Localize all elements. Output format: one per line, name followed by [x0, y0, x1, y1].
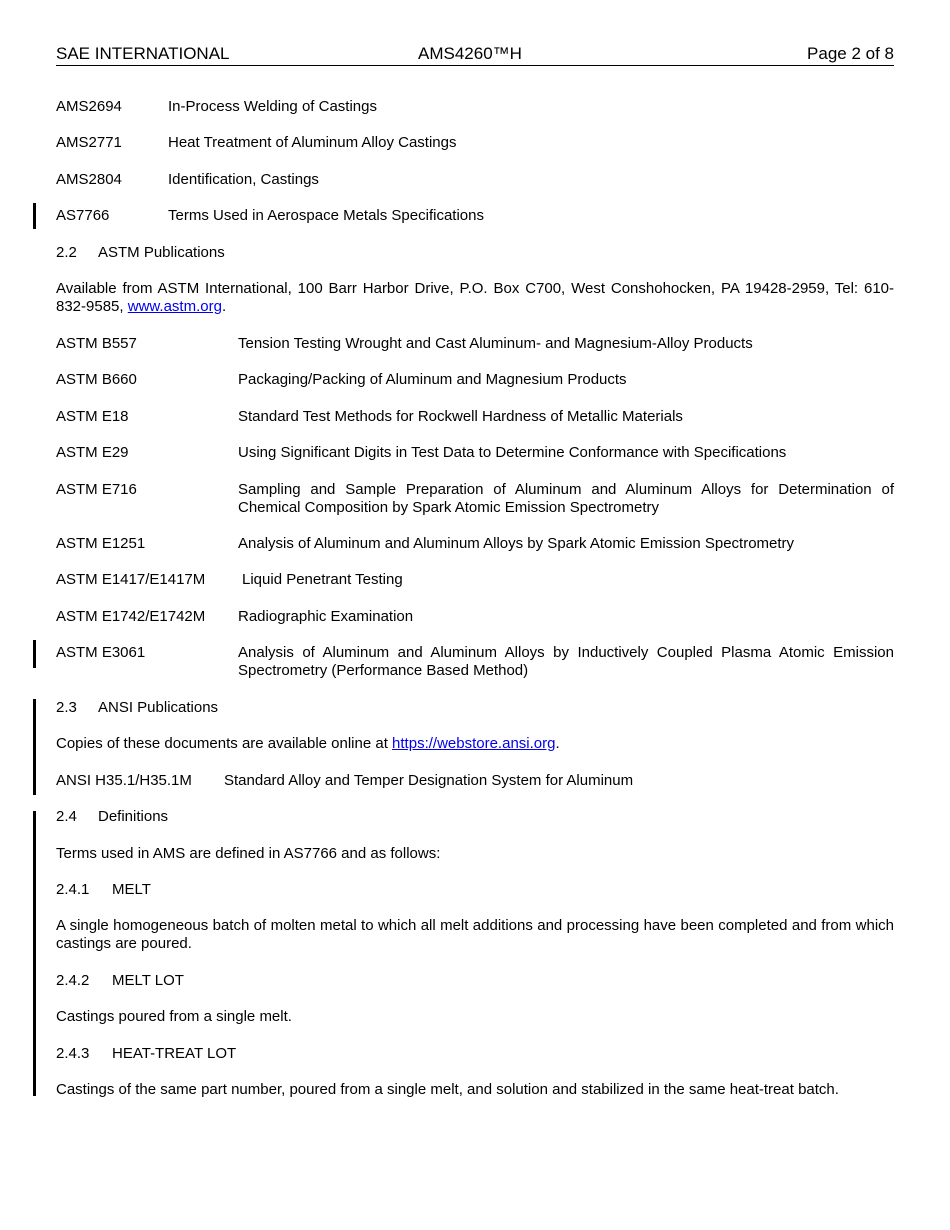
subsection-number: 2.4.3: [56, 1045, 90, 1062]
reference-code: ASTM B557: [56, 335, 137, 352]
section-title: ASTM Publications: [98, 244, 225, 261]
reference-title: Identification, Castings: [168, 171, 319, 188]
change-bar: [33, 640, 36, 668]
reference-row: [56, 207, 894, 225]
section-title: ANSI Publications: [98, 699, 219, 716]
section-number: 2.2: [56, 244, 77, 261]
reference-row: [56, 134, 894, 152]
change-bar: [33, 699, 36, 795]
reference-title: Packaging/Packing of Aluminum and Magnesium Products: [238, 371, 627, 388]
reference-row: [56, 772, 894, 790]
reference-code: ASTM E1742/E1742M: [56, 608, 206, 625]
reference-row: [56, 535, 894, 553]
reference-title: Sampling and Sample Preparation of Aluminum and Aluminum Alloys for Determination of Chemical Composition by Spark Atomic Emission Spectrometry: [238, 481, 894, 516]
reference-row: [56, 371, 894, 389]
change-bar: [33, 203, 36, 229]
reference-code: ASTM E716: [56, 481, 137, 498]
reference-title: Liquid Penetrant Testing: [242, 571, 403, 588]
reference-code: ASTM E18: [56, 408, 129, 425]
subsection-heading: [56, 881, 894, 899]
reference-code: ASTM E1251: [56, 535, 146, 552]
change-bar: [33, 811, 36, 1096]
reference-title: Radiographic Examination: [238, 608, 414, 625]
page-header: [56, 43, 894, 66]
section-heading: [56, 244, 894, 262]
reference-row: [56, 608, 894, 626]
availability-text: Copies of these documents are available online at: [56, 735, 393, 752]
reference-row: [56, 444, 894, 462]
reference-row: [56, 408, 894, 426]
availability-text: Available from ASTM International, 100 Barr Harbor Drive, P.O. Box C700, West Conshohocken, PA 19428-2959, Tel: 610-832-9585,: [56, 280, 894, 315]
reference-code: ASTM E1417/E1417M: [56, 571, 206, 588]
subsection-title: HEAT-TREAT LOT: [112, 1045, 237, 1062]
reference-row: [56, 98, 894, 116]
header-org: SAE INTERNATIONAL: [56, 44, 230, 63]
reference-row: [56, 644, 894, 680]
reference-row: [56, 171, 894, 189]
reference-row: [56, 571, 894, 589]
definitions-intro: Terms used in AMS are defined in AS7766 and as follows:: [56, 845, 441, 862]
section-heading: [56, 808, 894, 826]
reference-title: Standard Alloy and Temper Designation System for Aluminum: [224, 772, 634, 789]
reference-code: AMS2804: [56, 171, 122, 188]
subsection-number: 2.4.2: [56, 972, 90, 989]
reference-code: AMS2771: [56, 134, 122, 151]
section-number: 2.4: [56, 808, 77, 825]
astm-link[interactable]: www.astm.org: [127, 298, 222, 315]
availability-period: .: [555, 735, 560, 752]
subsection-heading: [56, 1045, 894, 1063]
reference-title: Tension Testing Wrought and Cast Aluminum- and Magnesium-Alloy Products: [238, 335, 753, 352]
header-page-number: Page 2 of 8: [807, 44, 894, 63]
subsection-title: MELT LOT: [112, 972, 184, 989]
reference-title: Terms Used in Aerospace Metals Specifications: [168, 207, 484, 224]
section-heading: [56, 699, 894, 717]
reference-code: AS7766: [56, 207, 110, 224]
reference-code: AMS2694: [56, 98, 122, 115]
reference-row: [56, 335, 894, 353]
header-doc-number: AMS4260™H: [418, 44, 522, 63]
definition-text: A single homogeneous batch of molten metal to which all melt additions and processing have been completed and from which castings are poured.: [56, 917, 894, 952]
reference-title: Standard Test Methods for Rockwell Hardness of Metallic Materials: [238, 408, 683, 425]
reference-title: Analysis of Aluminum and Aluminum Alloys by Inductively Coupled Plasma Atomic Emission Spectrometry (Performance Based Method): [238, 644, 894, 679]
section-title: Definitions: [98, 808, 169, 825]
reference-row: [56, 481, 894, 517]
availability-period: .: [221, 298, 227, 315]
reference-code: ASTM E3061: [56, 644, 146, 661]
reference-title: In-Process Welding of Castings: [168, 98, 377, 115]
reference-code: ASTM B660: [56, 371, 137, 388]
reference-title: Using Significant Digits in Test Data to Determine Conformance with Specifications: [238, 444, 787, 461]
availability-paragraph: [56, 735, 894, 753]
section-number: 2.3: [56, 699, 77, 716]
subsection-title: MELT: [112, 881, 151, 898]
reference-code: ANSI H35.1/H35.1M: [56, 772, 192, 789]
subsection-heading: [56, 972, 894, 990]
availability-paragraph: [56, 280, 894, 316]
subsection-number: 2.4.1: [56, 881, 90, 898]
reference-title: Analysis of Aluminum and Aluminum Alloys by Spark Atomic Emission Spectrometry: [238, 535, 795, 552]
definition-text: Castings poured from a single melt.: [56, 1008, 292, 1025]
reference-code: ASTM E29: [56, 444, 129, 461]
ansi-link[interactable]: https://webstore.ansi.org: [392, 735, 556, 752]
reference-title: Heat Treatment of Aluminum Alloy Castings: [168, 134, 457, 151]
definition-text: Castings of the same part number, poured from a single melt, and solution and stabilized in the same heat-treat batch.: [56, 1081, 839, 1098]
